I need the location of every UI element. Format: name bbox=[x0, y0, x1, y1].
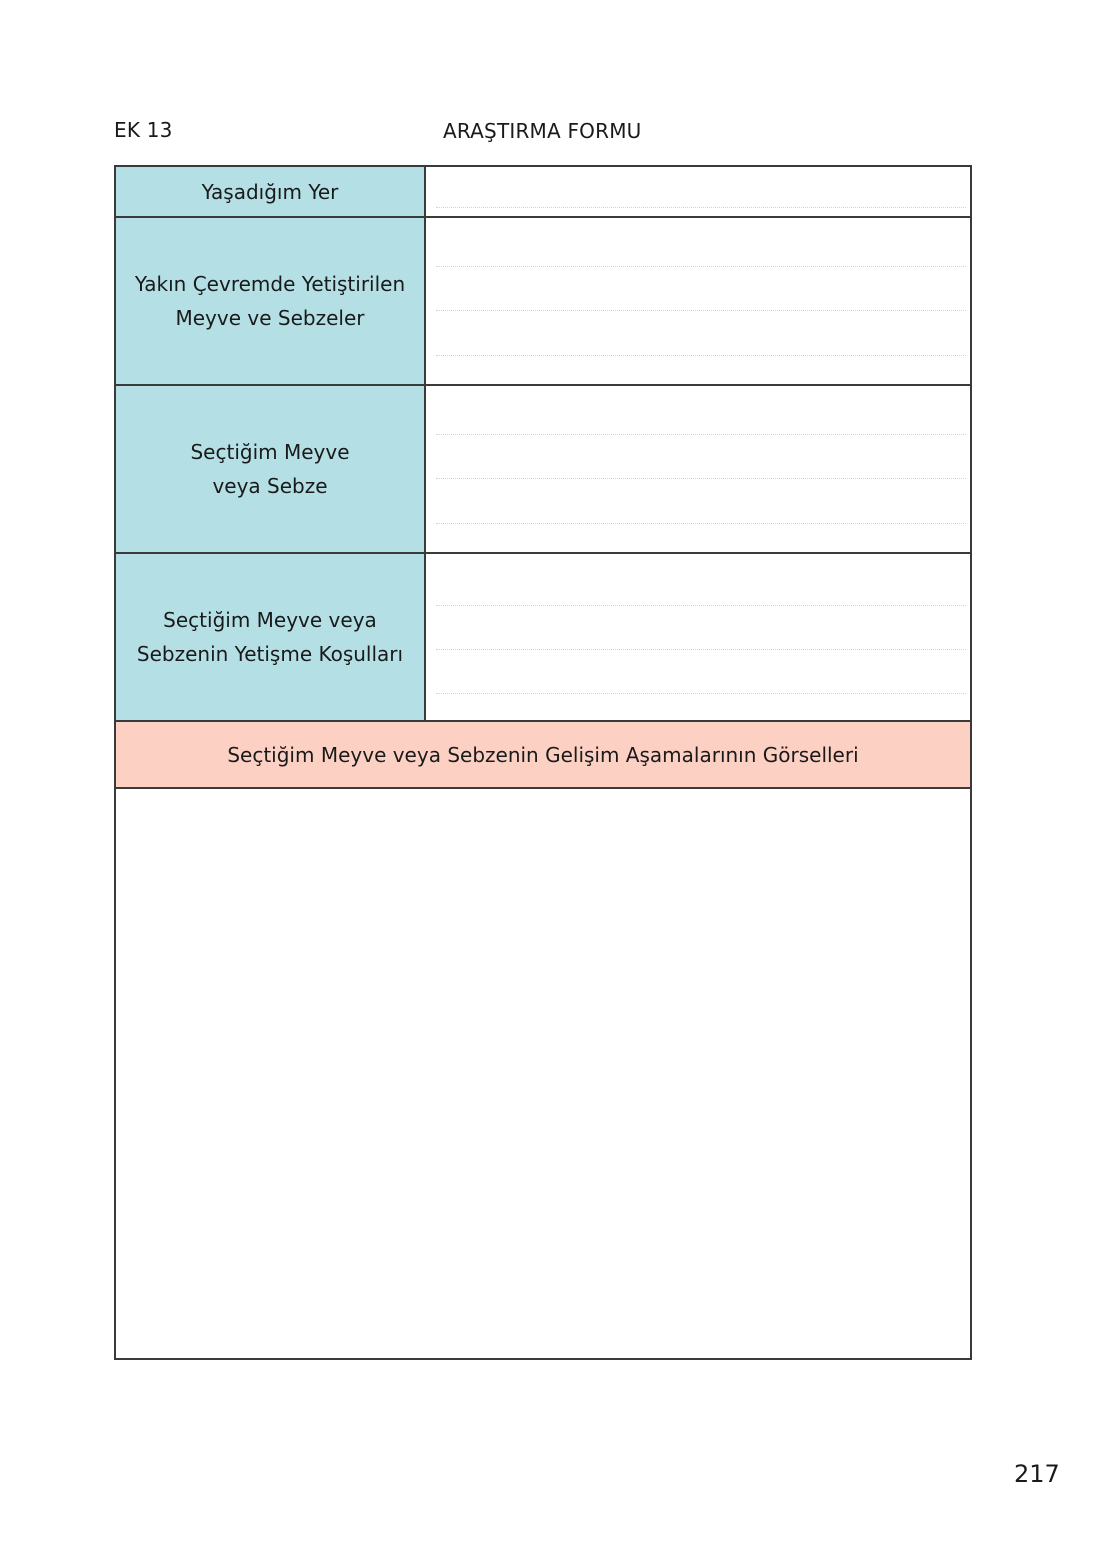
page-number: 217 bbox=[1014, 1460, 1060, 1488]
row-label-line: Sebzenin Yetişme Koşulları bbox=[136, 642, 404, 666]
images-heading: Seçtiğim Meyve veya Sebzenin Gelişim Aşamalarının Görselleri bbox=[116, 722, 970, 789]
row-label-line: Yaşadığım Yer bbox=[201, 179, 339, 204]
row-label-line: Seçtiğim Meyve bbox=[190, 440, 350, 464]
form-row-location bbox=[116, 167, 970, 218]
row-label bbox=[116, 167, 426, 216]
row-label bbox=[116, 554, 426, 720]
form-row-local-produce bbox=[116, 218, 970, 386]
writing-line bbox=[436, 478, 966, 479]
writing-line bbox=[436, 434, 966, 435]
row-label-line: veya Sebze bbox=[212, 474, 328, 498]
local-produce-answer-field[interactable] bbox=[426, 218, 970, 384]
growth-stage-images-area[interactable] bbox=[116, 789, 970, 1358]
writing-line bbox=[436, 649, 966, 650]
row-label-line: Yakın Çevremde Yetiştirilen bbox=[134, 272, 406, 296]
research-form bbox=[114, 165, 972, 1360]
writing-line bbox=[436, 355, 966, 356]
row-label bbox=[116, 386, 426, 552]
row-label bbox=[116, 218, 426, 384]
writing-line bbox=[436, 693, 966, 694]
row-label-line: Seçtiğim Meyve veya bbox=[163, 608, 377, 632]
writing-line bbox=[436, 207, 966, 208]
chosen-produce-answer-field[interactable] bbox=[426, 386, 970, 552]
location-answer-field[interactable] bbox=[426, 167, 970, 216]
writing-line bbox=[436, 523, 966, 524]
form-row-chosen-produce bbox=[116, 386, 970, 554]
writing-line bbox=[436, 310, 966, 311]
appendix-label: EK 13 bbox=[114, 118, 173, 142]
form-title: ARAŞTIRMA FORMU bbox=[443, 119, 642, 143]
writing-line bbox=[436, 266, 966, 267]
row-label-line: Meyve ve Sebzeler bbox=[175, 306, 365, 330]
writing-line bbox=[436, 605, 966, 606]
growing-conditions-answer-field[interactable] bbox=[426, 554, 970, 720]
form-row-growing-conditions bbox=[116, 554, 970, 722]
